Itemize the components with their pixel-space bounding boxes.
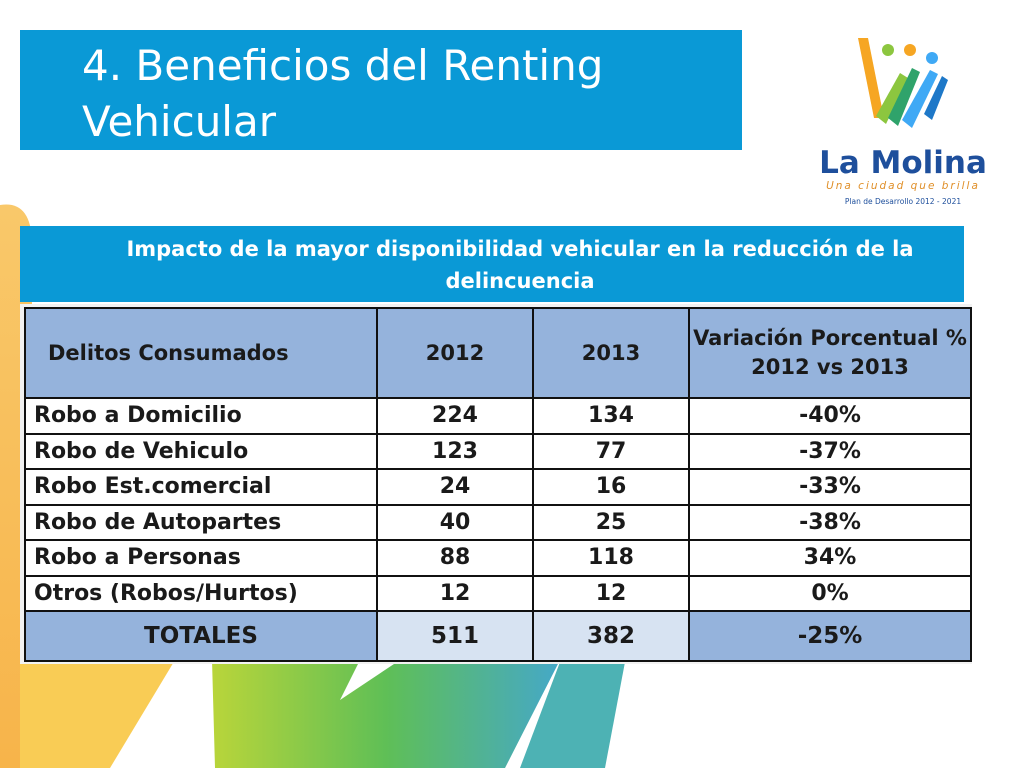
value-2013-cell: 77 xyxy=(533,434,689,470)
totals-label-cell: TOTALES xyxy=(25,611,377,661)
value-2012-cell: 12 xyxy=(377,576,533,612)
value-2013-cell: 12 xyxy=(533,576,689,612)
slide-subtitle: Impacto de la mayor disponibilidad vehicular en la reducción de la delincuencia xyxy=(126,237,914,293)
crime-table xyxy=(24,307,972,662)
value-2013-cell: 134 xyxy=(533,398,689,434)
column-header: 2012 xyxy=(377,308,533,398)
value-2012-cell: 224 xyxy=(377,398,533,434)
value-2012-cell: 123 xyxy=(377,434,533,470)
slide-title: 4. Beneficios del Renting Vehicular xyxy=(82,41,604,146)
crime-type-cell: Robo a Domicilio xyxy=(25,398,377,434)
crime-type-cell: Robo Est.comercial xyxy=(25,469,377,505)
table-header-row xyxy=(25,308,971,398)
variation-cell: -37% xyxy=(689,434,971,470)
title-banner xyxy=(20,30,742,150)
column-header: Variación Porcentual % 2012 vs 2013 xyxy=(689,308,971,398)
total-variation-cell: -25% xyxy=(689,611,971,661)
subtitle-banner xyxy=(20,226,964,302)
variation-cell: 34% xyxy=(689,540,971,576)
table-row xyxy=(25,469,971,505)
table-row xyxy=(25,540,971,576)
totals-row xyxy=(25,611,971,661)
yellow-lower-shape xyxy=(20,660,175,768)
crime-type-cell: Robo de Autopartes xyxy=(25,505,377,541)
column-header: 2013 xyxy=(533,308,689,398)
column-header: Delitos Consumados xyxy=(25,308,377,398)
la-molina-logo xyxy=(818,28,988,213)
crime-type-cell: Otros (Robos/Hurtos) xyxy=(25,576,377,612)
table-container xyxy=(20,304,972,664)
value-2013-cell: 118 xyxy=(533,540,689,576)
table-row xyxy=(25,576,971,612)
value-2012-cell: 24 xyxy=(377,469,533,505)
logo-tagline: Una ciudad que brilla xyxy=(826,180,980,192)
crime-type-cell: Robo de Vehiculo xyxy=(25,434,377,470)
green-w-shape xyxy=(212,660,560,768)
table-row xyxy=(25,505,971,541)
logo-name: La Molina xyxy=(819,145,987,181)
value-2012-cell: 40 xyxy=(377,505,533,541)
logo-plan: Plan de Desarrollo 2012 - 2021 xyxy=(844,197,962,206)
value-2013-cell: 25 xyxy=(533,505,689,541)
variation-cell: -40% xyxy=(689,398,971,434)
table-row xyxy=(25,434,971,470)
variation-cell: -38% xyxy=(689,505,971,541)
crime-type-cell: Robo a Personas xyxy=(25,540,377,576)
table-row xyxy=(25,398,971,434)
total-2012-cell: 511 xyxy=(377,611,533,661)
variation-cell: 0% xyxy=(689,576,971,612)
value-2012-cell: 88 xyxy=(377,540,533,576)
total-2013-cell: 382 xyxy=(533,611,689,661)
logo-figures-icon xyxy=(818,28,988,143)
variation-cell: -33% xyxy=(689,469,971,505)
value-2013-cell: 16 xyxy=(533,469,689,505)
